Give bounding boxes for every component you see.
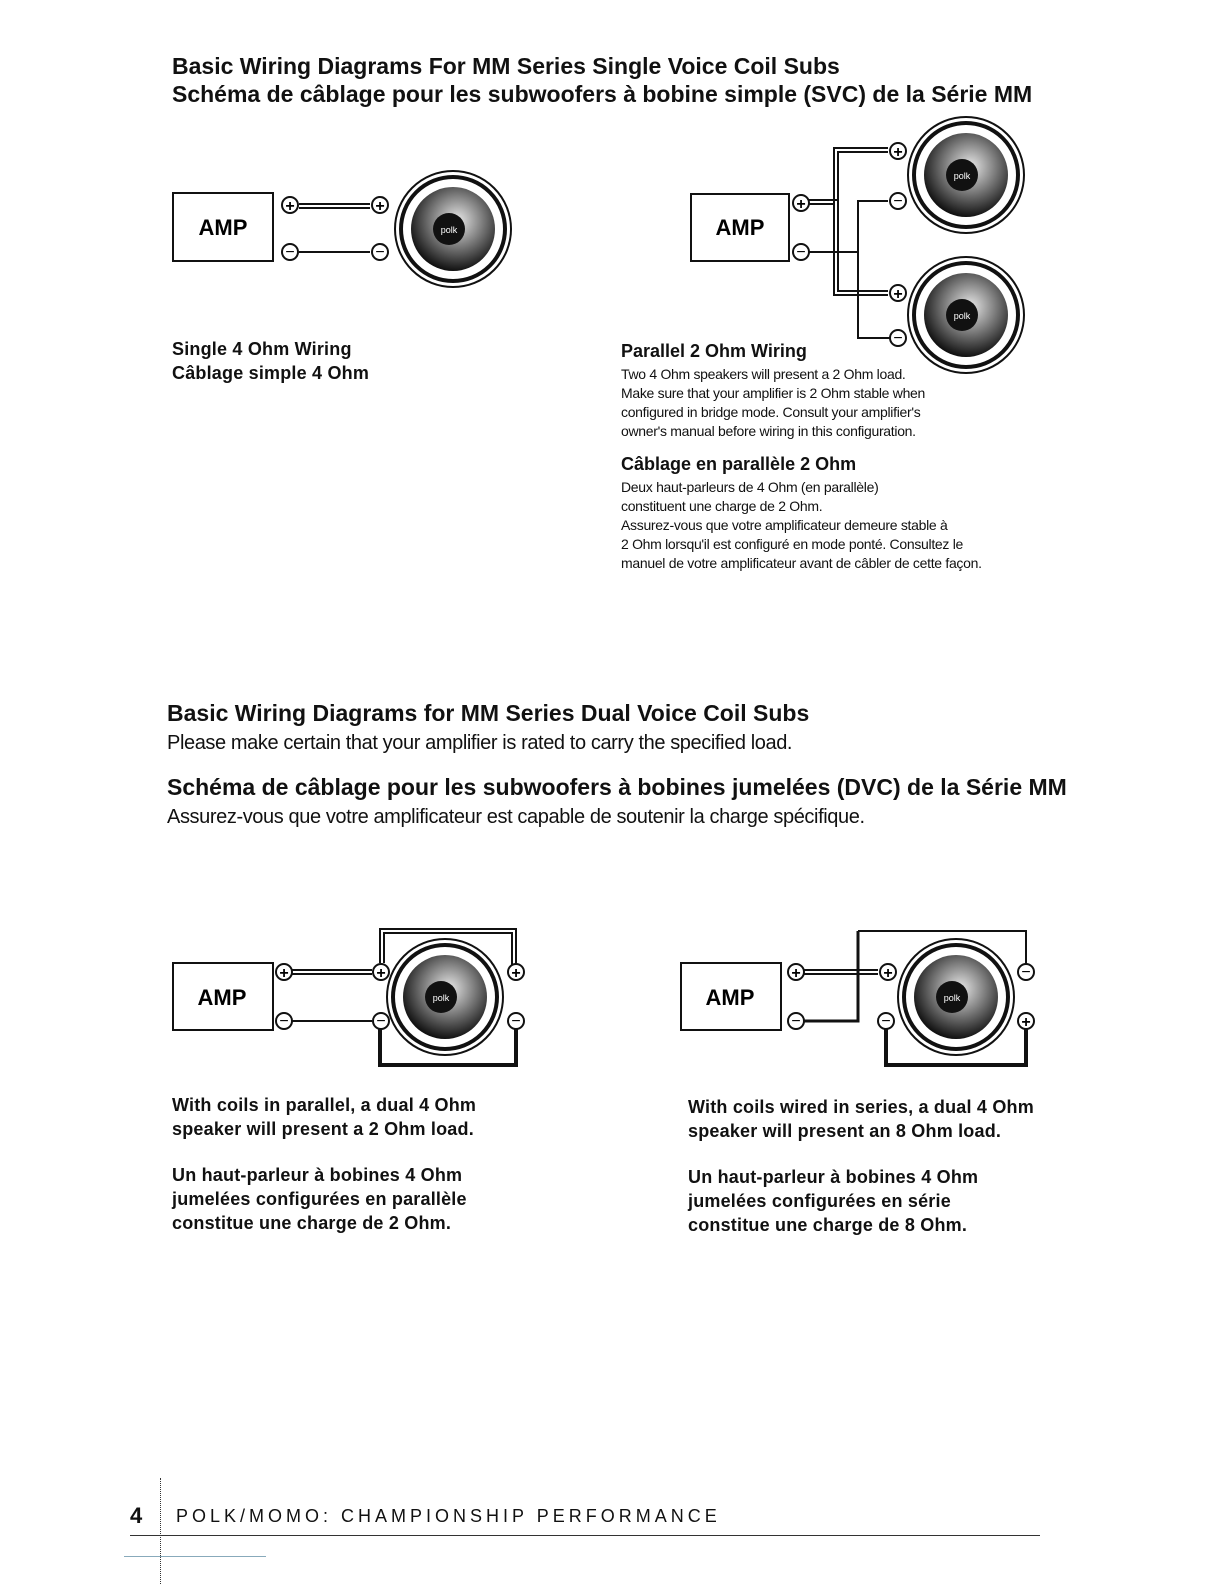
parallel-desc-en-4: owner's manual before wiring in this configuration. xyxy=(621,423,916,439)
dvc-series-text xyxy=(688,1095,1108,1237)
dvc-series-caption-fr-2: jumelées configurées en série xyxy=(688,1191,951,1211)
parallel-desc-fr-2: constituent une charge de 2 Ohm. xyxy=(621,498,823,514)
dvc-series-caption-en-1: With coils wired in series, a dual 4 Ohm xyxy=(688,1097,1034,1117)
parallel-desc-en-2: Make sure that your amplifier is 2 Ohm stable when xyxy=(621,385,926,401)
parallel-desc-fr-3: Assurez-vous que votre amplificateur demeure stable à xyxy=(621,517,948,533)
terminal-amp-minus xyxy=(276,1013,292,1030)
footer-divider-vertical xyxy=(160,1478,162,1584)
section1-title-fr: Schéma de câblage pour les subwoofers à bobine simple (SVC) de la Série MM xyxy=(172,81,1033,107)
parallel-desc-en-3: configured in bridge mode. Consult your amplifier's xyxy=(621,404,921,420)
subwoofer-icon xyxy=(395,171,511,287)
terminal-sub1-minus xyxy=(890,193,906,210)
terminal-amp-minus xyxy=(793,244,809,261)
section2-title-fr: Schéma de câblage pour les subwoofers à bobines jumelées (DVC) de la Série MM xyxy=(167,774,1067,800)
footer-rule xyxy=(130,1535,1040,1536)
svg-text:−: − xyxy=(279,1013,289,1030)
terminal-sub-minus xyxy=(372,244,388,261)
footer-rule-short xyxy=(124,1556,266,1557)
amp-label: AMP xyxy=(715,215,765,240)
dvc-parallel-caption-fr-3: constitue une charge de 2 Ohm. xyxy=(172,1213,452,1233)
svg-text:−: − xyxy=(1021,964,1031,981)
terminal-coil1-plus xyxy=(880,964,896,982)
dvc-series-diagram xyxy=(678,925,1040,1070)
svg-text:−: − xyxy=(511,1013,521,1030)
svg-text:+: + xyxy=(279,965,289,982)
terminal-sub2-plus xyxy=(890,285,906,303)
svg-text:−: − xyxy=(796,244,806,261)
terminal-amp-minus xyxy=(282,244,298,261)
parallel-text-block xyxy=(621,339,1021,573)
terminal-coil2-minus xyxy=(508,1013,524,1030)
subwoofer-icon-top xyxy=(908,117,1024,233)
single-caption-fr: Câblage simple 4 Ohm xyxy=(172,363,370,383)
terminal-amp-plus xyxy=(793,195,809,213)
wires xyxy=(809,148,890,338)
parallel-desc-fr-1: Deux haut-parleurs de 4 Ohm (en parallèle) xyxy=(621,479,879,495)
terminal-coil2-minus xyxy=(1018,964,1034,981)
terminal-coil1-minus xyxy=(373,1013,389,1030)
subwoofer-icon xyxy=(387,939,503,1055)
svg-text:+: + xyxy=(511,965,521,982)
section1-title-en: Basic Wiring Diagrams For MM Series Single Voice Coil Subs xyxy=(172,53,840,79)
svg-text:−: − xyxy=(791,1013,801,1030)
single-caption-en: Single 4 Ohm Wiring xyxy=(172,339,352,359)
svg-text:+: + xyxy=(893,286,903,303)
svg-text:polk: polk xyxy=(953,311,971,321)
amp-box xyxy=(173,193,273,261)
svg-text:+: + xyxy=(375,198,385,215)
terminal-coil1-plus xyxy=(373,964,389,982)
footer-text: POLK/MOMO: CHAMPIONSHIP PERFORMANCE xyxy=(176,1506,721,1526)
dvc-parallel-caption-fr-1: Un haut-parleur à bobines 4 Ohm xyxy=(172,1165,463,1185)
parallel-caption-en: Parallel 2 Ohm Wiring xyxy=(621,341,807,361)
svg-text:+: + xyxy=(1021,1014,1031,1031)
wires xyxy=(299,204,370,252)
parallel-desc-fr-4: 2 Ohm lorsqu'il est configuré en mode ponté. Consultez le xyxy=(621,536,963,552)
terminal-amp-plus xyxy=(788,964,804,982)
svg-text:−: − xyxy=(893,330,903,347)
svg-text:polk: polk xyxy=(943,993,961,1003)
terminal-coil1-minus xyxy=(878,1013,894,1030)
svg-text:+: + xyxy=(376,965,386,982)
dvc-series-caption-fr-1: Un haut-parleur à bobines 4 Ohm xyxy=(688,1167,979,1187)
amp-box xyxy=(173,963,273,1030)
terminal-coil2-plus xyxy=(1018,1013,1034,1031)
dvc-parallel-caption-fr-2: jumelées configurées en parallèle xyxy=(172,1189,467,1209)
amp-label: AMP xyxy=(705,985,755,1010)
svg-text:+: + xyxy=(796,196,806,213)
terminal-coil2-plus xyxy=(508,964,524,982)
svg-text:+: + xyxy=(883,965,893,982)
svg-text:−: − xyxy=(881,1013,891,1030)
terminal-amp-plus xyxy=(282,197,298,215)
dvc-parallel-text xyxy=(172,1093,572,1235)
dvc-parallel-caption-en-1: With coils in parallel, a dual 4 Ohm xyxy=(172,1095,477,1115)
dvc-series-caption-en-2: speaker will present an 8 Ohm load. xyxy=(688,1121,1002,1141)
svg-text:polk: polk xyxy=(432,993,450,1003)
terminal-sub1-plus xyxy=(890,143,906,161)
section2-lead-en: Please make certain that your amplifier is rated to carry the specified load. xyxy=(167,732,793,754)
subwoofer-icon xyxy=(898,939,1014,1055)
amp-box xyxy=(681,963,781,1030)
amp-label: AMP xyxy=(197,985,247,1010)
parallel-desc-fr-5: manuel de votre amplificateur avant de câbler de cette façon. xyxy=(621,555,982,571)
single-wiring-diagram xyxy=(170,165,515,285)
amp-box xyxy=(691,194,789,261)
page-number: 4 xyxy=(130,1503,143,1528)
svg-text:+: + xyxy=(893,144,903,161)
section2-lead-fr: Assurez-vous que votre amplificateur est capable de soutenir la charge spécifique. xyxy=(167,806,865,828)
section2-title-en: Basic Wiring Diagrams for MM Series Dual Voice Coil Subs xyxy=(167,700,810,726)
svg-text:+: + xyxy=(285,198,295,215)
terminal-amp-minus xyxy=(788,1013,804,1030)
terminal-amp-plus xyxy=(276,964,292,982)
svg-text:+: + xyxy=(791,965,801,982)
parallel-caption-fr: Câblage en parallèle 2 Ohm xyxy=(621,454,857,474)
dvc-parallel-caption-en-2: speaker will present a 2 Ohm load. xyxy=(172,1119,474,1139)
svg-text:−: − xyxy=(285,244,295,261)
terminal-sub-plus xyxy=(372,197,388,215)
svg-text:polk: polk xyxy=(953,171,971,181)
svg-text:−: − xyxy=(376,1013,386,1030)
svg-text:polk: polk xyxy=(440,225,458,235)
svg-text:−: − xyxy=(375,244,385,261)
amp-label: AMP xyxy=(198,215,248,240)
dvc-series-caption-fr-3: constitue une charge de 8 Ohm. xyxy=(688,1215,968,1235)
dvc-parallel-diagram xyxy=(170,925,530,1070)
svg-text:−: − xyxy=(893,193,903,210)
parallel-desc-en-1: Two 4 Ohm speakers will present a 2 Ohm load. xyxy=(621,366,906,382)
